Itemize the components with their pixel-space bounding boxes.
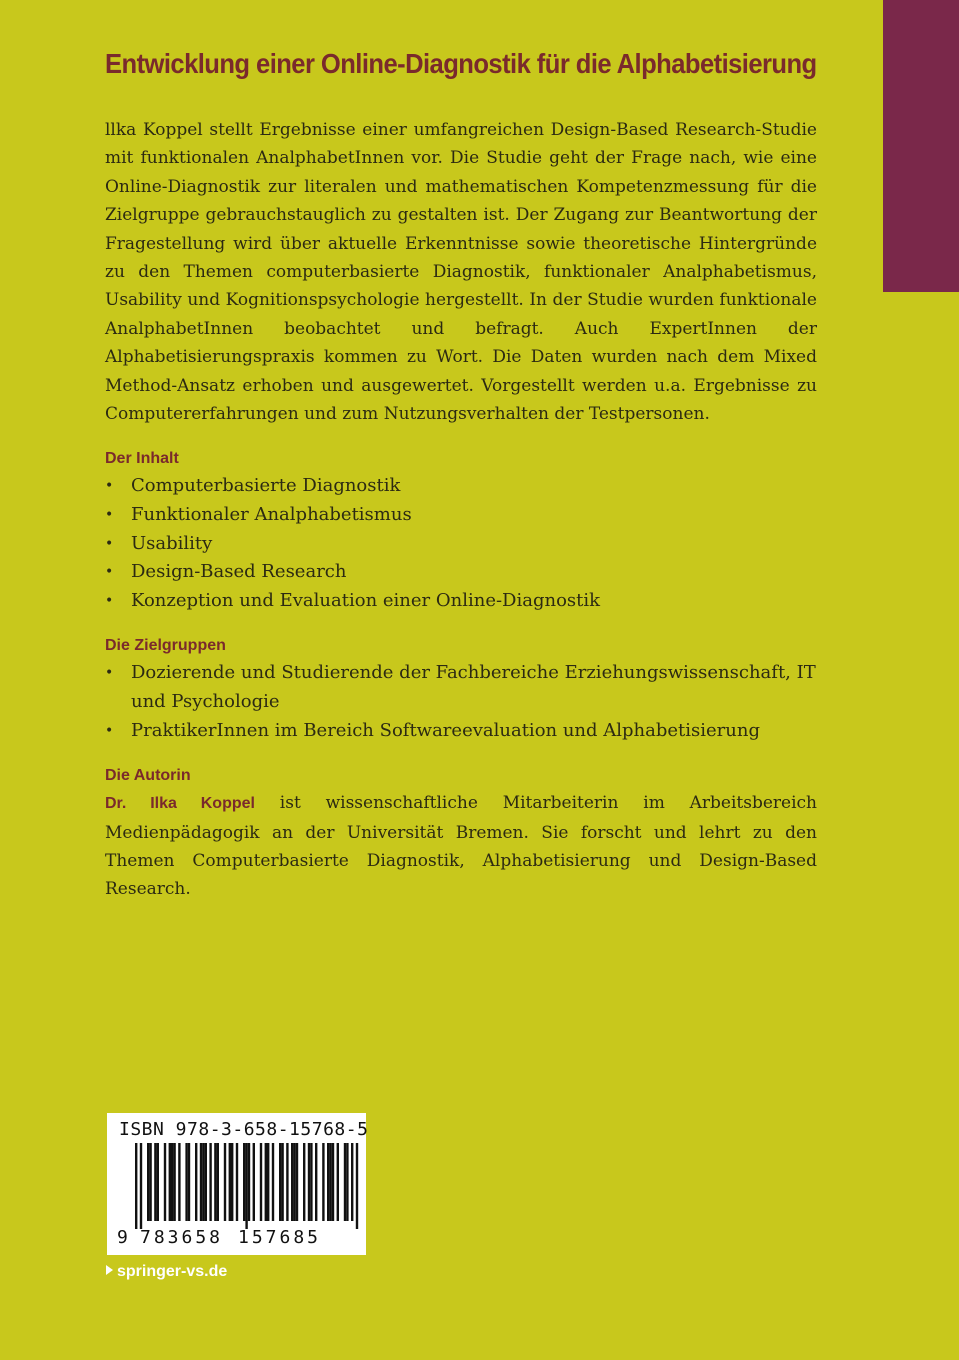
barcode-bar (322, 1143, 324, 1221)
author-name: Dr. Ilka Koppel (105, 795, 255, 813)
barcode-bar (303, 1143, 305, 1221)
author-bio (105, 789, 817, 904)
barcode-bar (231, 1143, 233, 1221)
barcode-bar (356, 1143, 358, 1229)
barcode-bar (327, 1143, 329, 1221)
barcode-bar (195, 1143, 197, 1221)
barcode-bar (217, 1143, 219, 1221)
barcode-bar (243, 1143, 245, 1221)
book-title: Entwicklung einer Online-Diagnostik für die Alphabetisierung (105, 48, 817, 79)
barcode-bar (149, 1143, 151, 1221)
barcode-bar (188, 1143, 190, 1221)
barcode-bar (281, 1143, 283, 1221)
barcode-bar (214, 1143, 216, 1221)
barcode-bar (260, 1143, 262, 1221)
list-item-text: Design-Based Research (131, 561, 347, 583)
barcode-bar (253, 1143, 255, 1221)
arrow-right-icon (106, 1265, 113, 1275)
barcode-bar (315, 1143, 317, 1221)
barcode-bar (332, 1143, 334, 1221)
barcode-bar (344, 1143, 346, 1221)
isbn-label: ISBN 978-3-658-15768-5 (119, 1119, 369, 1140)
barcode-bar (296, 1143, 298, 1221)
bullet-icon: • (105, 507, 114, 524)
barcode-bar (202, 1143, 204, 1221)
barcode-bar (173, 1143, 175, 1221)
list-item (105, 501, 817, 530)
list-item-text: Funktionaler Analphabetismus (131, 504, 412, 526)
author-bio-text: ist wissenschaftliche Mitarbeiterin im Arbeitsbereich Medienpädagogik an der Universität Bremen. Sie forscht und lehrt zu den Themen Computerbasierte Diagnostik, Alphabetisierung und Design-Based Research. (105, 793, 818, 900)
barcode-bar (164, 1143, 166, 1221)
barcode-bar (140, 1143, 142, 1229)
barcode-bar (135, 1143, 137, 1229)
list-item (105, 472, 817, 501)
list-item-text: PraktikerInnen im Bereich Softwareevaluation und Alphabetisierung (131, 719, 760, 741)
contents-section (105, 446, 817, 615)
barcode-bar (286, 1143, 288, 1221)
barcode-bar (229, 1143, 231, 1221)
publisher-website-text: springer-vs.de (117, 1263, 228, 1280)
audiences-heading: Die Zielgruppen (105, 637, 226, 655)
list-item (105, 587, 817, 616)
barcode-bar (205, 1143, 207, 1221)
barcode-left-digits: 783658 (140, 1227, 224, 1248)
publisher-website[interactable] (106, 1263, 227, 1281)
barcode-bar (169, 1143, 171, 1221)
isbn-barcode-block (107, 1113, 369, 1255)
list-item-text: Usability (131, 532, 213, 554)
barcode-bar (154, 1143, 156, 1221)
barcode-bar (267, 1143, 269, 1221)
spine-accent-bar (883, 0, 959, 292)
barcode-bar (346, 1143, 348, 1221)
barcode-bar (157, 1143, 159, 1221)
book-description: llka Koppel stellt Ergebnisse einer umfangreichen Design-Based Research-Studie mit funktionalen AnalphabetInnen vor. Die Studie geht der Frage nach, wie eine Online-Diagnostik zur literalen und mathematischen Kompetenzmessung für die Zielgruppe gebrauchstauglich zu gestalten ist. Der Zugang zur Beantwortung der Fragestellung wird über aktuelle Erkenntnisse sowie theoretische Hintergründe zu den Themen computerbasierte Diagnostik, funktionaler Analphabetismus, Usability und Kognitionspsychologie hergestellt. In der Studie wurden funktionale AnalphabetInnen beobachtet und befragt. Auch ExpertInnen der Alphabetisierungspraxis kommen zu Wort. Die Daten wurden nach dem Mixed Method-Ansatz erhoben und ausgewertet. Vorgestellt werden u.a. Ergebnisse zu Computererfahrungen und zum Nutzungsverhalten der Testpersonen. (105, 120, 817, 425)
barcode-bar (209, 1143, 211, 1221)
barcode-bar (310, 1143, 312, 1221)
bullet-icon: • (105, 722, 114, 739)
barcode-bar (178, 1143, 180, 1221)
barcode-right-digits: 157685 (238, 1227, 322, 1248)
bullet-icon: • (105, 592, 114, 609)
author-section (105, 763, 817, 904)
list-item-text: Dozierende und Studierende der Fachbereiche Erziehungswissenschaft, IT und Psychologie (131, 662, 816, 713)
barcode-bar (224, 1143, 226, 1221)
bullet-icon: • (105, 665, 114, 682)
barcode-first-digit: 9 (117, 1227, 128, 1248)
barcode-bar (200, 1143, 202, 1221)
barcode-bar (185, 1143, 187, 1221)
author-heading: Die Autorin (105, 767, 191, 785)
barcode-bar (291, 1143, 293, 1221)
list-item (105, 530, 817, 559)
barcode-bar (337, 1143, 339, 1221)
barcode-bar (329, 1143, 331, 1221)
barcode-bar (272, 1143, 274, 1221)
barcode-bar (293, 1143, 295, 1221)
bullet-icon: • (105, 535, 114, 552)
contents-heading: Der Inhalt (105, 450, 179, 468)
list-item-text: Konzeption und Evaluation einer Online-Diagnostik (131, 589, 601, 611)
audiences-list (105, 659, 817, 745)
list-item (105, 659, 817, 716)
barcode-image (113, 1143, 361, 1229)
back-cover-content (105, 44, 817, 904)
contents-list (105, 472, 817, 615)
bullet-icon: • (105, 478, 114, 495)
list-item (105, 558, 817, 587)
barcode-bar (265, 1143, 267, 1221)
barcode-bar (279, 1143, 281, 1221)
barcode-bar (308, 1143, 310, 1221)
barcode-bar (248, 1143, 250, 1221)
list-item-text: Computerbasierte Diagnostik (131, 475, 401, 497)
bullet-icon: • (105, 564, 114, 581)
barcode-bar (245, 1143, 247, 1229)
barcode-bar (351, 1143, 353, 1221)
barcode-bar (147, 1143, 149, 1221)
list-item (105, 717, 817, 746)
barcode-bar (171, 1143, 173, 1221)
audiences-section (105, 633, 817, 745)
barcode-bar (236, 1143, 238, 1221)
